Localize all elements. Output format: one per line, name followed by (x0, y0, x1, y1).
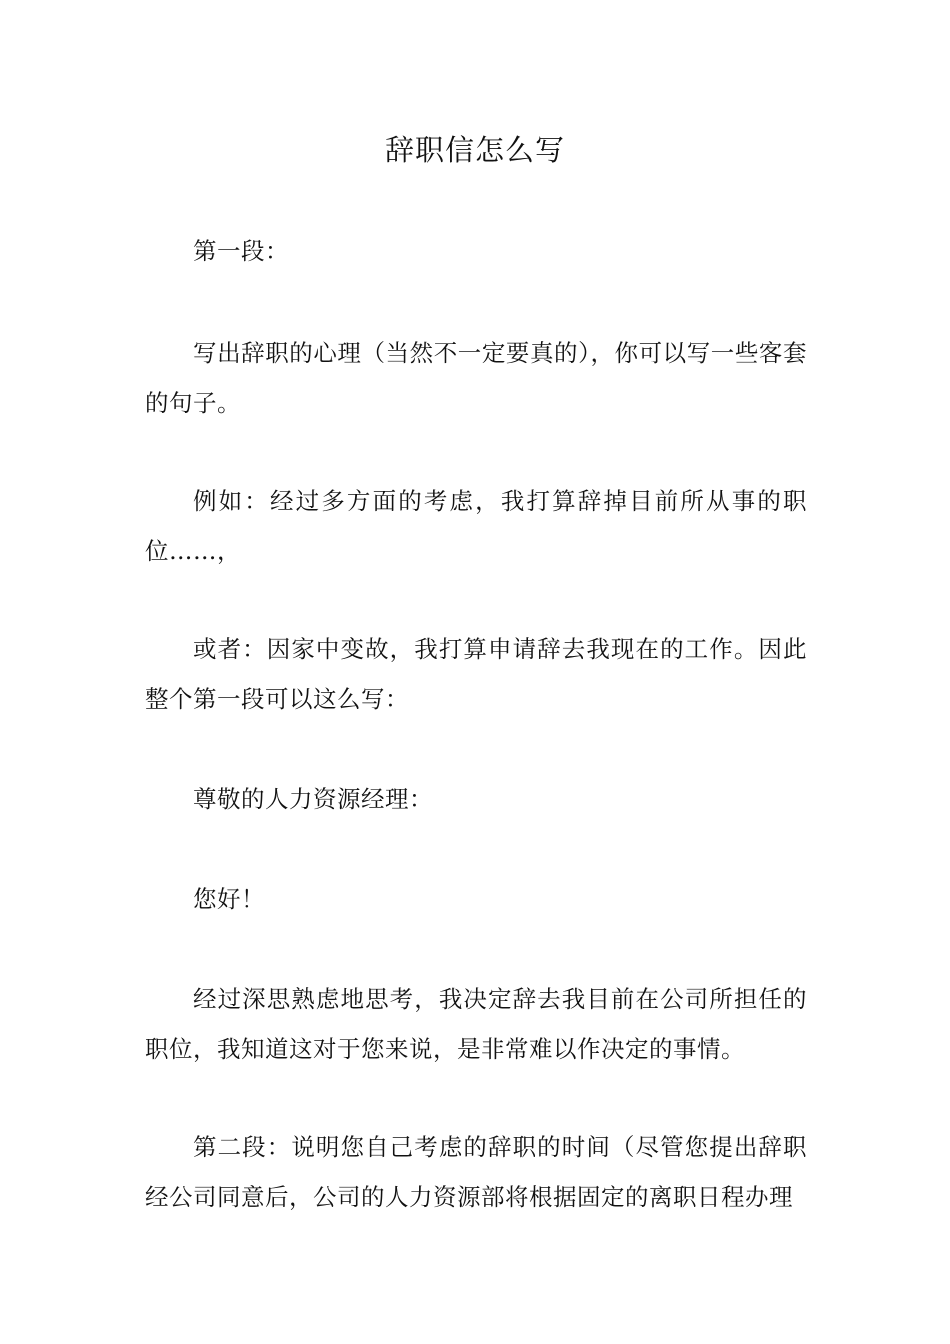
paragraph-example-two: 或者：因家中变故，我打算申请辞去我现在的工作。因此整个第一段可以这么写： (145, 635, 807, 713)
paragraph-salutation: 尊敬的人力资源经理： (193, 785, 433, 813)
paragraph-section-one-label: 第一段： (193, 237, 289, 265)
paragraph-greeting: 您好！ (193, 885, 265, 913)
paragraph-example-one: 例如：经过多方面的考虑，我打算辞掉目前所从事的职位……， (145, 487, 807, 565)
paragraph-resignation-mindset: 写出辞职的心理（当然不一定要真的），你可以写一些客套的句子。 (145, 339, 807, 417)
paragraph-letter-body: 经过深思熟虑地思考，我决定辞去我目前在公司所担任的职位，我知道这对于您来说，是非常难以作决定的事情。 (145, 985, 807, 1063)
document-title: 辞职信怎么写 (384, 133, 565, 167)
paragraph-section-two: 第二段：说明您自己考虑的辞职的时间（尽管您提出辞职经公司同意后，公司的人力资源部将根据固定的离职日程办理 (145, 1133, 807, 1211)
